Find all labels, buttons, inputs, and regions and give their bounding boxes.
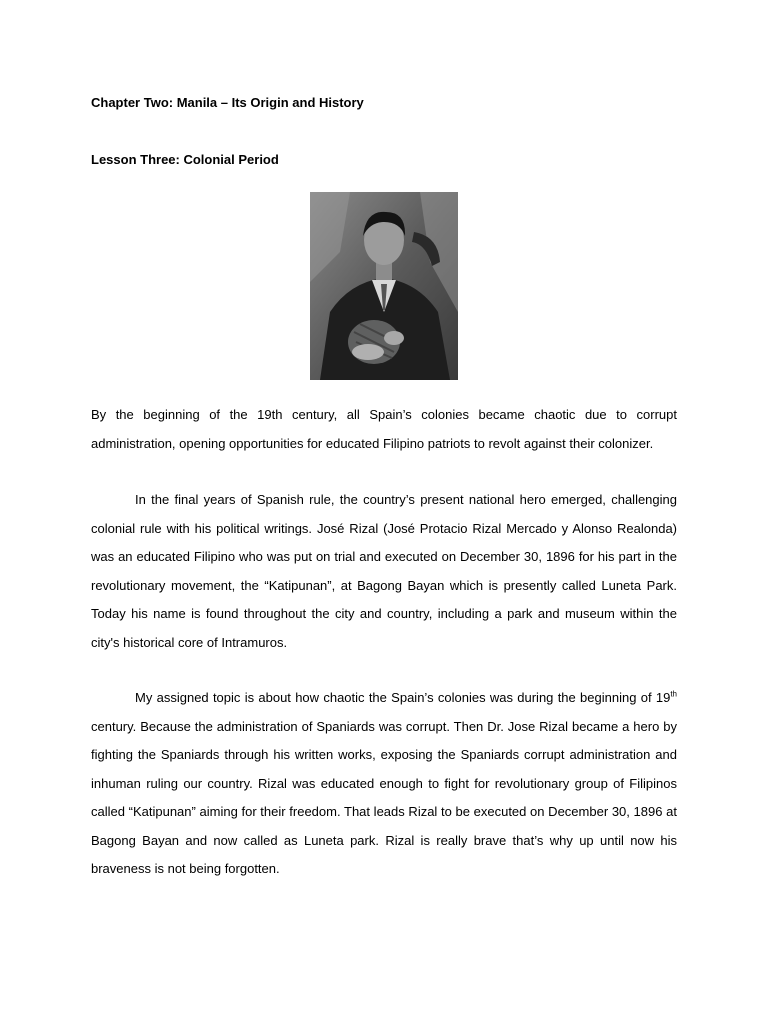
paragraph-rizal: In the final years of Spanish rule, the country’s present national hero emerged, challenging colonial rule with his political writings. José Rizal (José Protacio Rizal Mercado y Alonso Realonda) was an educated Filipino who was put on trial and executed on December 30, 1896 for his part in the revolutionary movement, the “Katipunan”, at Bagong Bayan which is presently called Luneta Park. Today his name is found throughout the city and country, including a park and museum within the city's historical core of Intramuros. (91, 492, 677, 650)
ordinal-suffix: th (670, 689, 677, 699)
paragraph-assigned-topic-part1: My assigned topic is about how chaotic the Spain’s colonies was during the beginning of 19 (135, 690, 671, 705)
paragraph-assigned-topic-part2: century. Because the administration of Spaniards was corrupt. Then Dr. Jose Rizal became a hero by fighting the Spaniards through his written works, exposing the Spaniards corrupt administration and inhuman ruling our country. Rizal was educated enough to fight for revolutionary group of Filipinos called “Katipunan” aiming for their freedom. That leads Rizal to be executed on December 30, 1896 at Bagong Bayan and now called as Luneta park. Rizal is really brave that’s why up until now his braveness is not being forgotten. (91, 718, 677, 876)
portrait-photo (310, 192, 458, 380)
chapter-title: Chapter Two: Manila – Its Origin and History (91, 95, 364, 110)
lesson-title: Lesson Three: Colonial Period (91, 152, 279, 167)
paragraph-intro: By the beginning of the 19th century, all Spain’s colonies became chaotic due to corrupt administration, opening opportunities for educated Filipino patriots to revolt against their colonizer. (91, 407, 677, 451)
paragraph-assigned-topic (91, 684, 677, 884)
portrait-photo-icon (310, 192, 458, 380)
